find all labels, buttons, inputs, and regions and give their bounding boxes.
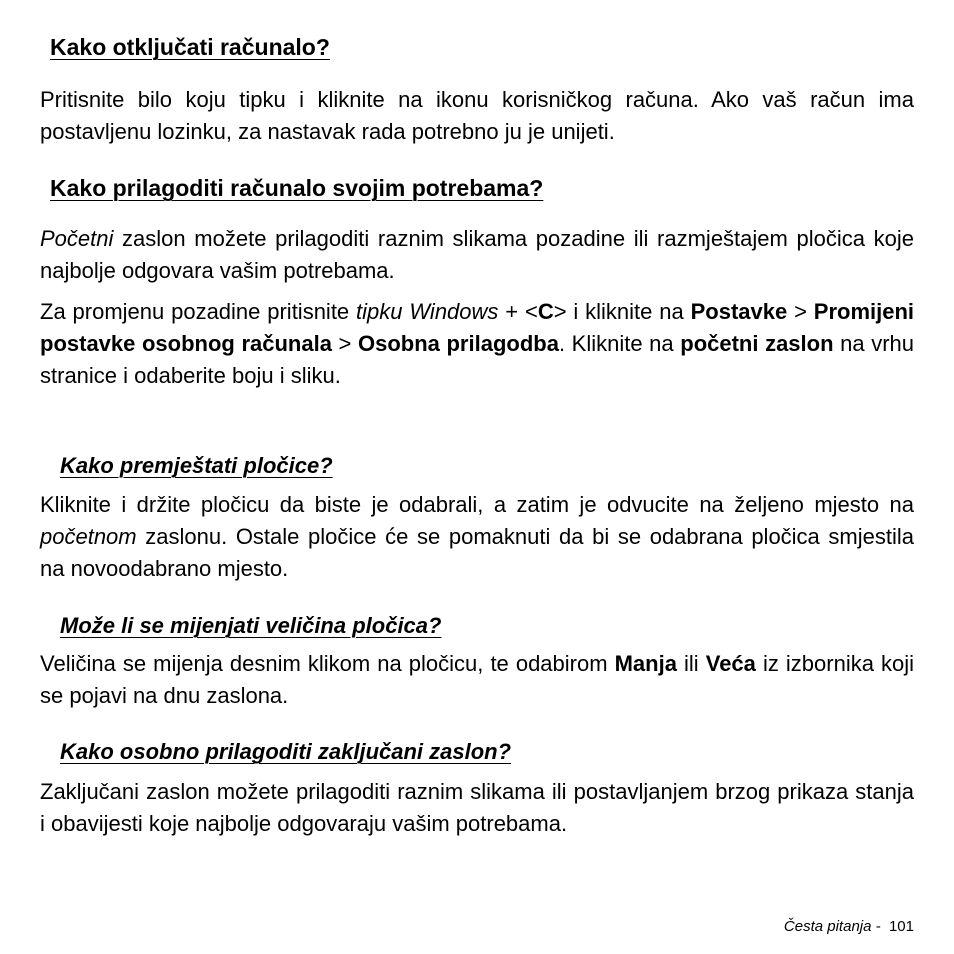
paragraph-start-screen: [40, 223, 914, 287]
start-term: početnom: [40, 524, 137, 549]
text-run: zaslon možete prilagoditi raznim slikama pozadine ili razmještajem pločica koje najbolje odgovara vašim potrebama.: [40, 226, 914, 283]
paragraph-resize-tiles: [40, 648, 914, 712]
text-run: >: [331, 331, 358, 356]
smaller-term: Manja: [614, 651, 677, 676]
heading-resize-tiles: Može li se mijenjati veličina pločica?: [60, 613, 442, 638]
text-run: . Kliknite na: [558, 331, 681, 356]
footer-section-label: Česta pitanja -: [783, 918, 881, 935]
page-footer: [784, 918, 914, 935]
heading-unlock-computer: Kako otključati računalo?: [50, 34, 330, 60]
change-pc-settings-term: Promijeni postavke osobnog računala: [40, 299, 915, 356]
paragraph-move-tiles: [40, 489, 914, 585]
text-run: Za promjenu pozadine pritisnite: [40, 299, 357, 324]
text-run: Kliknite i držite pločicu da biste je odabrali, a zatim je odvucite na željeno mjesto na: [40, 492, 914, 517]
heading-lock-screen: Kako osobno prilagoditi zaključani zaslon?: [60, 739, 512, 764]
paragraph-change-background: [40, 296, 914, 392]
text-run: > i kliknite na: [553, 299, 691, 324]
text-run: iz izbornika koji se pojavi na dnu zaslona.: [40, 651, 915, 708]
larger-term: Veća: [705, 651, 756, 676]
text-run: >: [787, 299, 814, 324]
heading-move-tiles: Kako premještati pločice?: [60, 453, 333, 478]
text-run: Veličina se mijenja desnim klikom na pločicu, te odabirom: [40, 651, 615, 676]
text-run: na vrhu stranice i odaberite boju i sliku.: [40, 331, 915, 388]
paragraph-unlock: Pritisnite bilo koju tipku i kliknite na ikonu korisničkog računa. Ako vaš račun ima postavljenu lozinku, za nastavak rada potrebno ju je unijeti.: [40, 87, 914, 144]
paragraph-lock-screen: Zaključani zaslon možete prilagoditi raznim slikama ili postavljanjem brzog prikaza stanja i obavijesti koje najbolje odgovaraju vašim potrebama.: [40, 779, 914, 836]
c-key: C: [537, 299, 554, 324]
page-number: 101: [888, 918, 914, 935]
windows-key-term: tipku Windows: [356, 299, 499, 324]
text-run: zaslonu. Ostale pločice će se pomaknuti da bi se odabrana pločica smjestila na novoodabrano mjesto.: [40, 524, 914, 581]
text-run: ili: [676, 651, 706, 676]
start-screen-term: početni zaslon: [680, 331, 834, 356]
settings-term: Postavke: [690, 299, 788, 324]
personalize-term: Osobna prilagodba: [357, 331, 559, 356]
start-term: Početni: [40, 226, 114, 251]
heading-customize-computer: Kako prilagoditi računalo svojim potrebama?: [50, 175, 544, 201]
text-run: + <: [498, 299, 538, 324]
